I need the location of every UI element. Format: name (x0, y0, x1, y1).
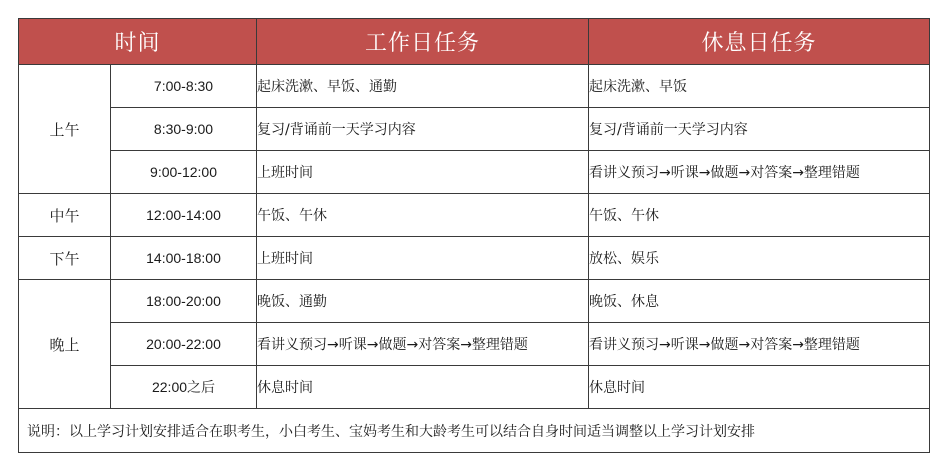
restday-task-cell: 午饭、午休 (589, 194, 930, 237)
table-row (19, 280, 930, 323)
time-cell: 20:00-22:00 (111, 323, 257, 366)
time-cell: 9:00-12:00 (111, 151, 257, 194)
note-text: 说明：以上学习计划安排适合在职考生，小白考生、宝妈考生和大龄考生可以结合自身时间适当调整以上学习计划安排 (19, 409, 930, 453)
workday-task-cell: 休息时间 (257, 366, 589, 409)
workday-task-cell: 复习/背诵前一天学习内容 (257, 108, 589, 151)
time-cell: 8:30-9:00 (111, 108, 257, 151)
time-cell: 12:00-14:00 (111, 194, 257, 237)
table-row (19, 194, 930, 237)
period-noon: 中午 (19, 194, 111, 237)
table-row (19, 65, 930, 108)
restday-task-cell: 放松、娱乐 (589, 237, 930, 280)
workday-task-cell: 午饭、午休 (257, 194, 589, 237)
restday-task-cell: 看讲义预习→听课→做题→对答案→整理错题 (589, 151, 930, 194)
header-row (19, 19, 930, 65)
time-cell: 7:00-8:30 (111, 65, 257, 108)
table-row (19, 237, 930, 280)
header-restday: 休息日任务 (589, 19, 930, 65)
workday-task-cell: 起床洗漱、早饭、通勤 (257, 65, 589, 108)
workday-task-cell: 上班时间 (257, 151, 589, 194)
time-cell: 18:00-20:00 (111, 280, 257, 323)
restday-task-cell: 晚饭、休息 (589, 280, 930, 323)
restday-task-cell: 休息时间 (589, 366, 930, 409)
period-evening: 晚上 (19, 280, 111, 409)
header-workday: 工作日任务 (257, 19, 589, 65)
period-afternoon: 下午 (19, 237, 111, 280)
study-schedule-table (18, 18, 930, 453)
restday-task-cell: 复习/背诵前一天学习内容 (589, 108, 930, 151)
time-cell: 14:00-18:00 (111, 237, 257, 280)
workday-task-cell: 晚饭、通勤 (257, 280, 589, 323)
restday-task-cell: 看讲义预习→听课→做题→对答案→整理错题 (589, 323, 930, 366)
workday-task-cell: 看讲义预习→听课→做题→对答案→整理错题 (257, 323, 589, 366)
table-row (19, 366, 930, 409)
table-row (19, 108, 930, 151)
table-row (19, 323, 930, 366)
table-row (19, 151, 930, 194)
workday-task-cell: 上班时间 (257, 237, 589, 280)
time-cell: 22:00之后 (111, 366, 257, 409)
period-morning: 上午 (19, 65, 111, 194)
restday-task-cell: 起床洗漱、早饭 (589, 65, 930, 108)
header-time: 时间 (19, 19, 257, 65)
note-row (19, 409, 930, 453)
